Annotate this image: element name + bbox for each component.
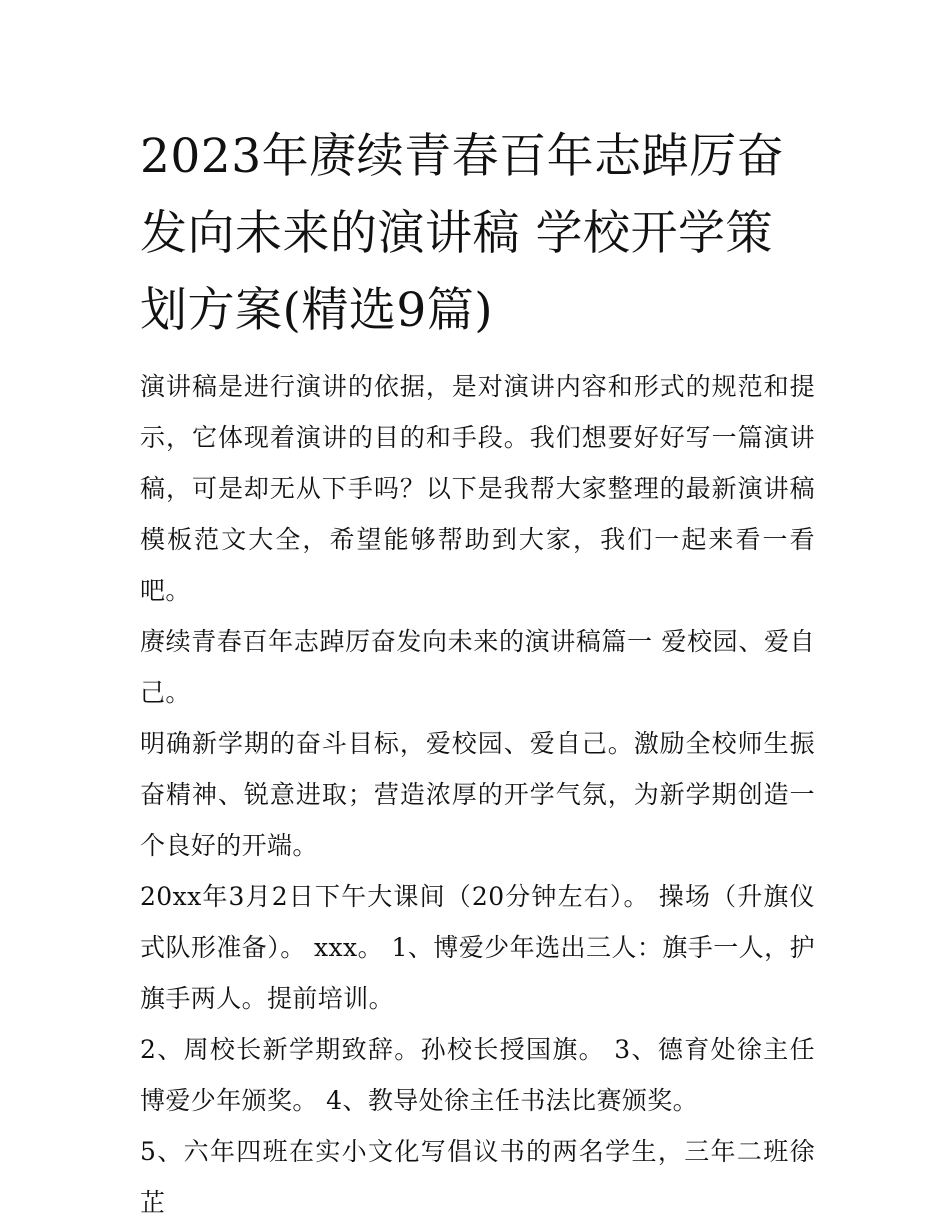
agenda-continued-paragraph: 5、六年四班在实小文化写倡议书的两名学生，三年二班徐芷 [140, 1137, 815, 1217]
section-heading-paragraph: 赓续青春百年志踔厉奋发向未来的演讲稿篇一 爱校园、爱自己。 [140, 627, 815, 707]
document-body [140, 118, 815, 1228]
intro-paragraph: 演讲稿是进行演讲的依据，是对演讲内容和形式的规范和提示，它体现着演讲的目的和手段。我们想要好好写一篇演讲稿，可是却无从下手吗？以下是我帮大家整理的最新演讲稿模板范文大全，希望能够帮助到大家，我们一起来看一看吧。 [140, 372, 815, 605]
goal-paragraph: 明确新学期的奋斗目标，爱校园、爱自己。激励全校师生振奋精神、锐意进取；营造浓厚的开学气氛，为新学期创造一个良好的开端。 [140, 729, 815, 860]
document-title: 2023年赓续青春百年志踔厉奋发向未来的演讲稿 学校开学策划方案(精选9篇) [140, 129, 785, 338]
schedule-paragraph: 20xx年3月2日下午大课间（20分钟左右）。 操场（升旗仪式队形准备）。 xxx。 1、博爱少年选出三人：旗手一人，护旗手两人。提前培训。 [140, 882, 815, 1013]
agenda-paragraph: 2、周校长新学期致辞。孙校长授国旗。 3、德育处徐主任博爱少年颁奖。 4、教导处徐主任书法比赛颁奖。 [140, 1035, 815, 1115]
